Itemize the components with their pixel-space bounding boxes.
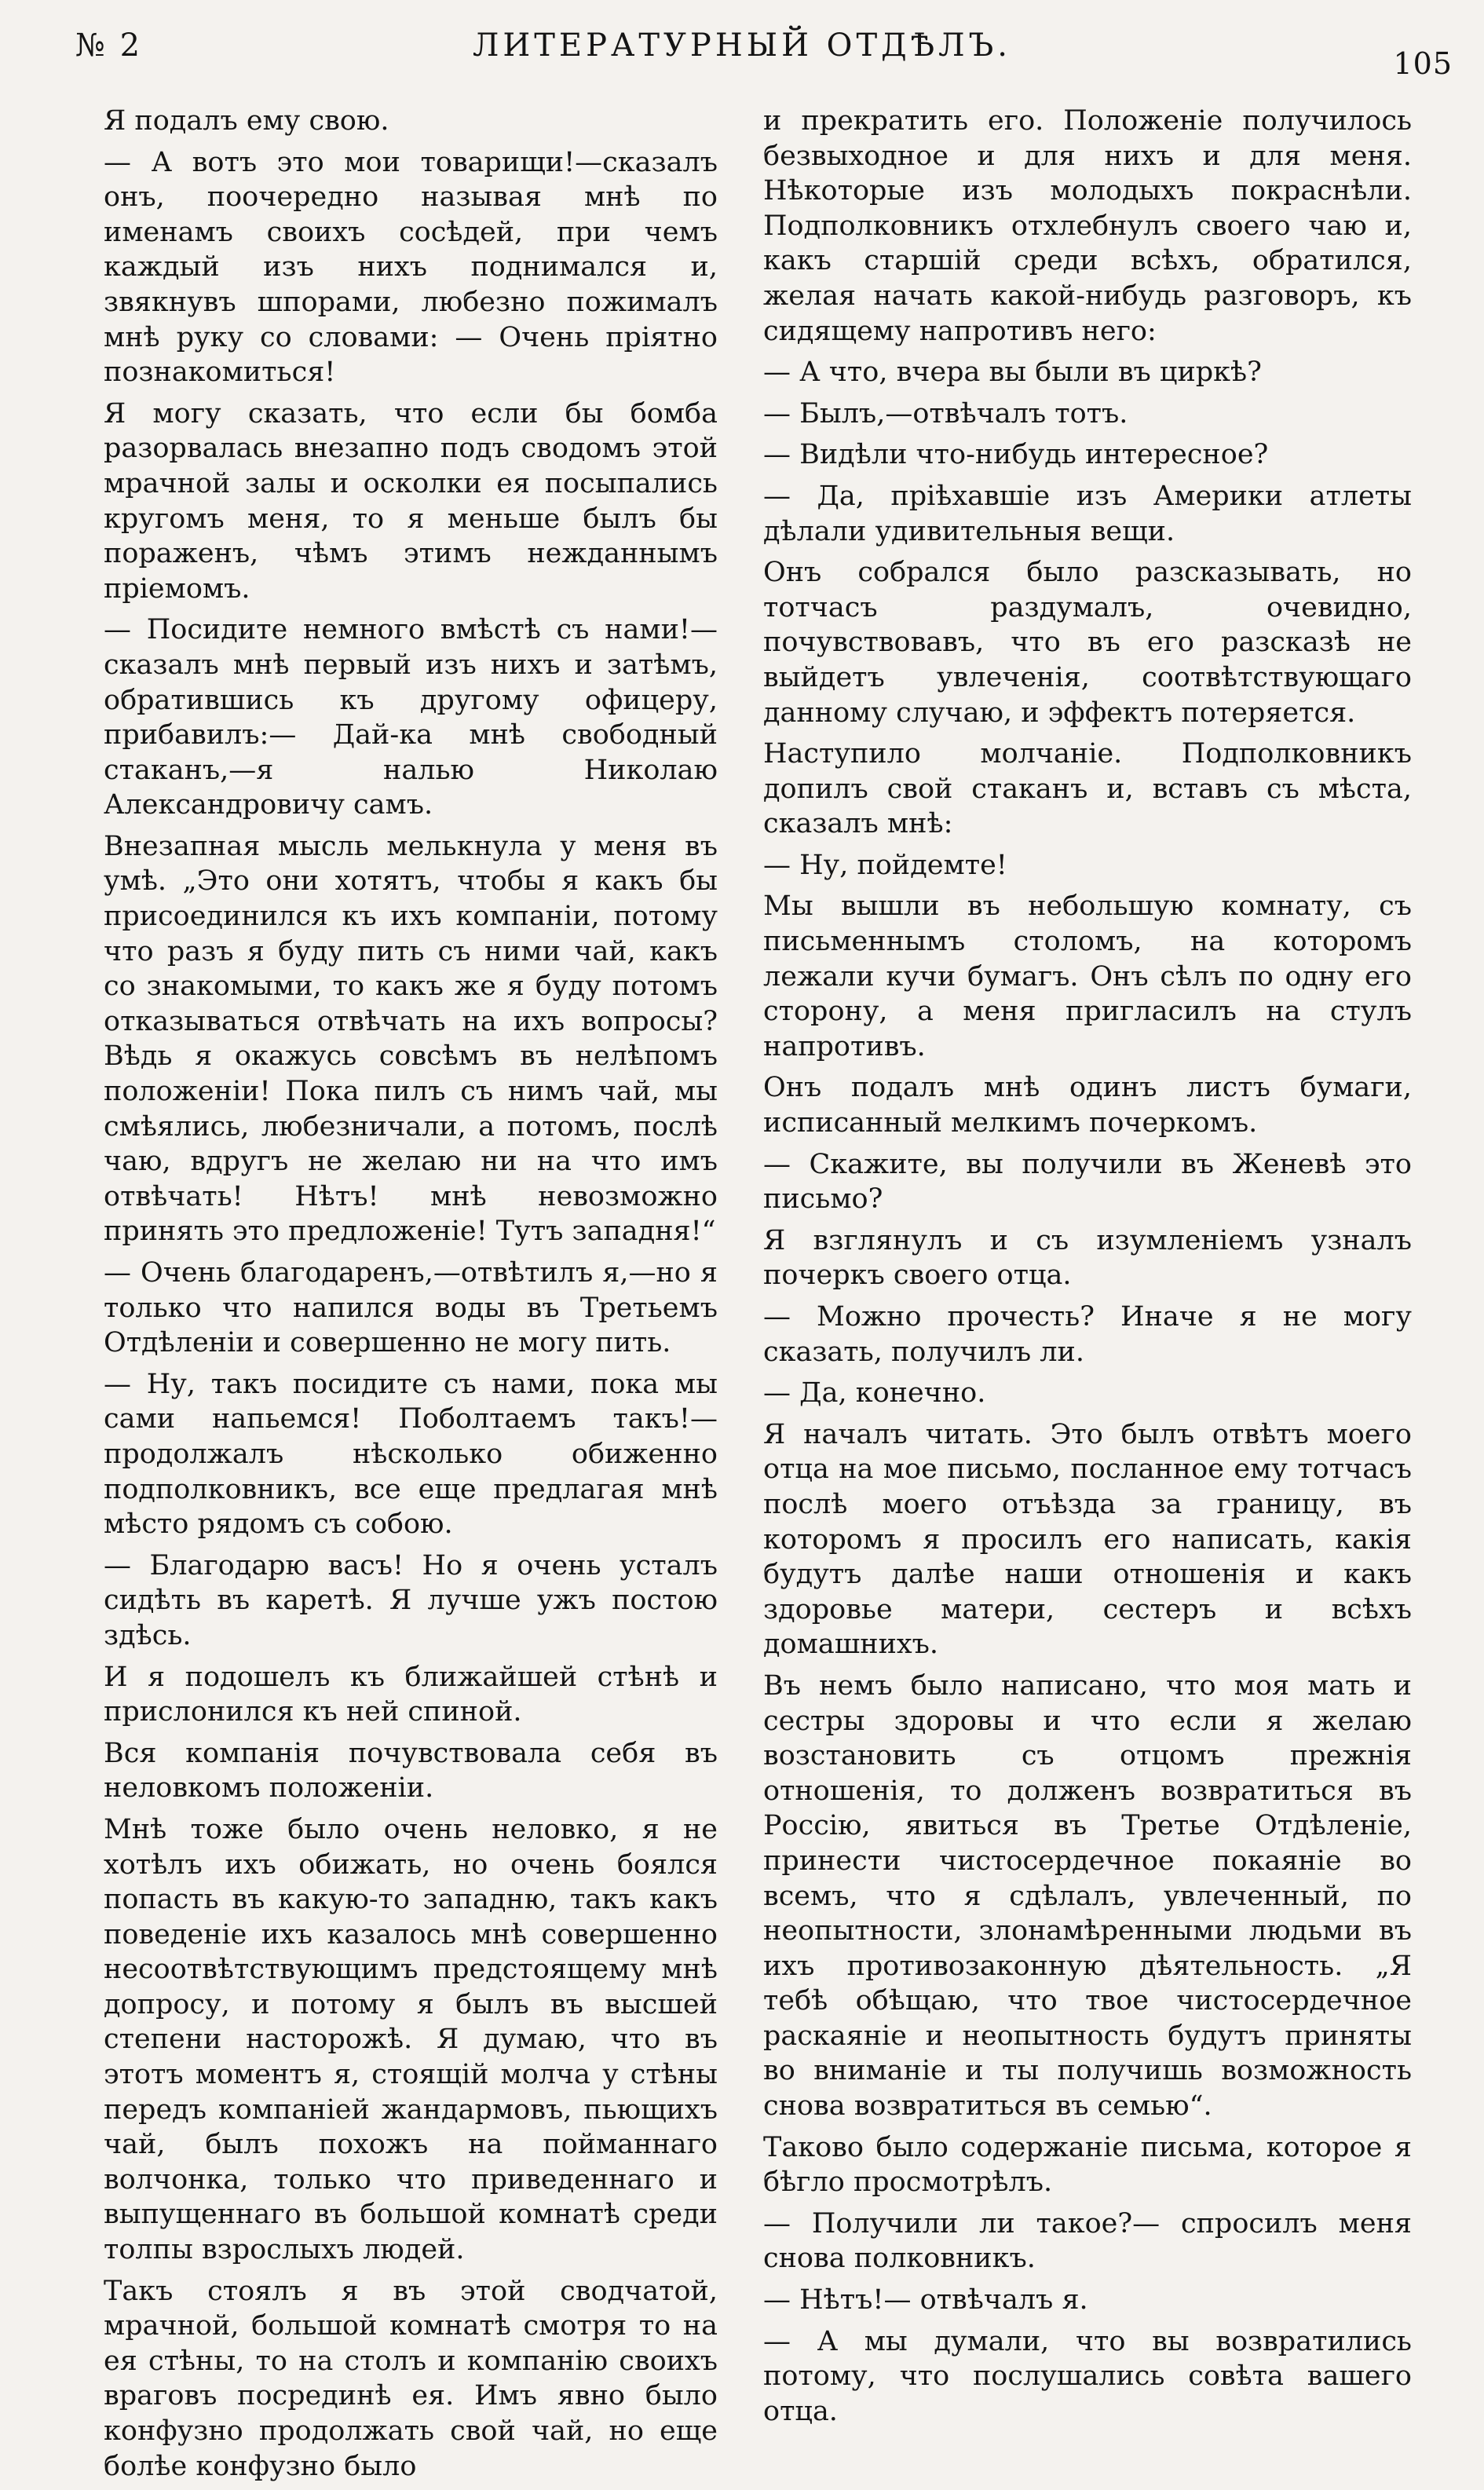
right-column	[763, 104, 1412, 2435]
paragraph: Внезапная мысль мелькнула у меня въ умѣ. „Это они хотятъ, чтобы я какъ бы присоединился къ ихъ компаніи, потому что разъ я буду пить съ ними чай, какъ со знакомыми, то какъ же я буду потомъ отказываться отвѣчать на ихъ вопросы? Вѣдь я окажусь совсѣмъ въ нелѣпомъ положеніи! Пока пилъ съ нимъ чай, мы смѣялись, любезничали, а потомъ, послѣ чаю, вдругъ не желаю ни на что имъ отвѣчать! Нѣтъ! мнѣ невозможно принять это предложеніе! Тутъ западня!“	[104, 830, 718, 1248]
paragraph: Мнѣ тоже было очень неловко, я не хотѣлъ ихъ обижать, но очень боялся попасть въ какую-то западню, такъ какъ поведеніе ихъ казалось мнѣ совершенно несоотвѣтствующимъ предстоящему мнѣ допросу, и потому я былъ въ высшей степени насторожѣ. Я думаю, что въ этотъ моментъ я, стоящій молча у стѣны передъ компаніей жандармовъ, пьющихъ чай, былъ похожъ на пойманнаго волчонка, только что приведеннаго и выпущеннаго въ большой комнатѣ среди толпы взрослыхъ людей.	[104, 1813, 718, 2266]
paragraph: Вся компанія почувствовала себя въ неловкомъ положеніи.	[104, 1737, 718, 1804]
paragraph: Наступило молчаніе. Подполковникъ допилъ свой стаканъ и, вставъ съ мѣста, сказалъ мнѣ:	[763, 738, 1412, 840]
paragraph: — А вотъ это мои товарищи!—сказалъ онъ, поочередно называя мнѣ по именамъ своихъ сосѣдей, при чемъ каждый изъ нихъ поднимался и, звякнувъ шпорами, любезно пожималъ мнѣ руку со словами: — Очень пріятно познакомиться!	[104, 146, 718, 389]
paragraph: И я подошелъ къ ближайшей стѣнѣ и прислонился къ ней спиной.	[104, 1661, 718, 1728]
paragraph: — Нѣтъ!— отвѣчалъ я.	[763, 2284, 1088, 2316]
paragraph: — Да, конечно.	[763, 1377, 986, 1410]
paragraph: Онъ подалъ мнѣ одинъ листъ бумаги, исписанный мелкимъ почеркомъ.	[763, 1072, 1412, 1139]
paragraph: — Ну, пойдемте!	[763, 849, 1007, 881]
paragraph: Я началъ читать. Это былъ отвѣтъ моего отца на мое письмо, посланное ему тотчасъ послѣ моего отъѣзда за границу, въ которомъ я просилъ его написать, какія будутъ далѣе наши отношенія и какъ здоровье матери, сестеръ и всѣхъ домашнихъ.	[763, 1418, 1412, 1661]
paragraph: — Посидите немного вмѣстѣ съ нами!— сказалъ мнѣ первый изъ нихъ и затѣмъ, обратившись къ другому офицеру, прибавилъ:— Дай-ка мнѣ свободный стаканъ,—я налью Николаю Александровичу самъ.	[104, 614, 718, 821]
paragraph: — Ну, такъ посидите съ нами, пока мы сами напьемся! Поболтаемъ такъ!—продолжалъ нѣсколько обиженно подполковникъ, все еще предлагая мнѣ мѣсто рядомъ съ собою.	[104, 1368, 718, 1541]
paragraph: Таково было содержаніе письма, которое я бѣгло просмотрѣлъ.	[763, 2131, 1412, 2199]
paragraph: Я подалъ ему свою.	[104, 105, 389, 137]
paragraph: — Благодарю васъ! Но я очень усталъ сидѣть въ каретѣ. Я лучше ужъ постою здѣсь.	[104, 1549, 718, 1651]
paragraph: — Получили ли такое?— спросилъ меня снова полковникъ.	[763, 2207, 1412, 2275]
paragraph: Онъ собрался было разсказывать, но тотчасъ раздумалъ, очевидно, почувствовавъ, что въ его разсказѣ не выйдетъ увлеченія, соотвѣтствующаго данному случаю, и эффектъ потеряется.	[763, 557, 1412, 729]
paragraph: — Былъ,—отвѣчалъ тотъ.	[763, 397, 1128, 430]
paragraph: — Очень благодаренъ,—отвѣтилъ я,—но я только что напился воды въ Третьемъ Отдѣленіи и совершенно не могу пить.	[104, 1257, 718, 1359]
paragraph: — Да, пріѣхавшіе изъ Америки атлеты дѣлали удивительныя вещи.	[763, 480, 1412, 547]
paragraph: Въ немъ было написано, что моя мать и сестры здоровы и что если я желаю возстановить съ отцомъ прежнія отношенія, то долженъ возвратиться въ Россію, явиться въ Третье Отдѣленіе, принести чистосердечное покаяніе во всемъ, что я сдѣлалъ, увлеченный, по неопытности, злонамѣренными людьми въ ихъ противозаконную дѣятельность. „Я тебѣ обѣщаю, что твое чистосердечное раскаяніе и неопытность будутъ приняты во вниманіе и ты получишь возможность снова возвратиться въ семью“.	[763, 1669, 1412, 2123]
paragraph: Такъ стоялъ я въ этой сводчатой, мрачной, большой комнатѣ смотря то на ея стѣны, то на столъ и компанію своихъ враговъ посрединѣ ея. Имъ явно было конфузно продолжать свой чай, но еще болѣе конфузно было	[104, 2275, 718, 2482]
section-title: ЛИТЕРАТУРНЫЙ ОТДѢЛЪ.	[472, 27, 1011, 64]
paragraph: — Видѣли что-нибудь интересное?	[763, 439, 1269, 471]
paragraph: Мы вышли въ небольшую комнату, съ письменнымъ столомъ, на которомъ лежали кучи бумагъ. Онъ сѣлъ по одну его сторону, а меня пригласилъ на стулъ напротивъ.	[763, 890, 1412, 1062]
paragraph: Я взглянулъ и съ изумленіемъ узналъ почеркъ своего отца.	[763, 1224, 1412, 1292]
paragraph: — А мы думали, что вы возвратились потому, что послушались совѣта вашего отца.	[763, 2325, 1412, 2427]
paragraph: — А что, вчера вы были въ циркѣ?	[763, 356, 1262, 389]
paragraph: Я могу сказать, что если бы бомба разорвалась внезапно подъ сводомъ этой мрачной залы и осколки ея посыпались кругомъ меня, то я меньше былъ бы пораженъ, чѣмъ этимъ нежданнымъ пріемомъ.	[104, 397, 718, 605]
issue-number: № 2	[75, 27, 143, 64]
paragraph: и прекратить его. Положеніе получилось безвыходное и для нихъ и для меня. Нѣкоторые изъ молодыхъ покраснѣли. Подполковникъ отхлебнулъ своего чаю и, какъ старшій среди всѣхъ, обратился, желая начать какой-нибудь разговоръ, къ сидящему напротивъ него:	[763, 105, 1412, 347]
left-column	[104, 104, 718, 2490]
page-number: 105	[1393, 46, 1453, 81]
paragraph: — Скажите, вы получили въ Женевѣ это письмо?	[763, 1148, 1412, 1216]
paragraph: — Можно прочесть? Иначе я не могу сказать, получилъ ли.	[763, 1301, 1412, 1368]
